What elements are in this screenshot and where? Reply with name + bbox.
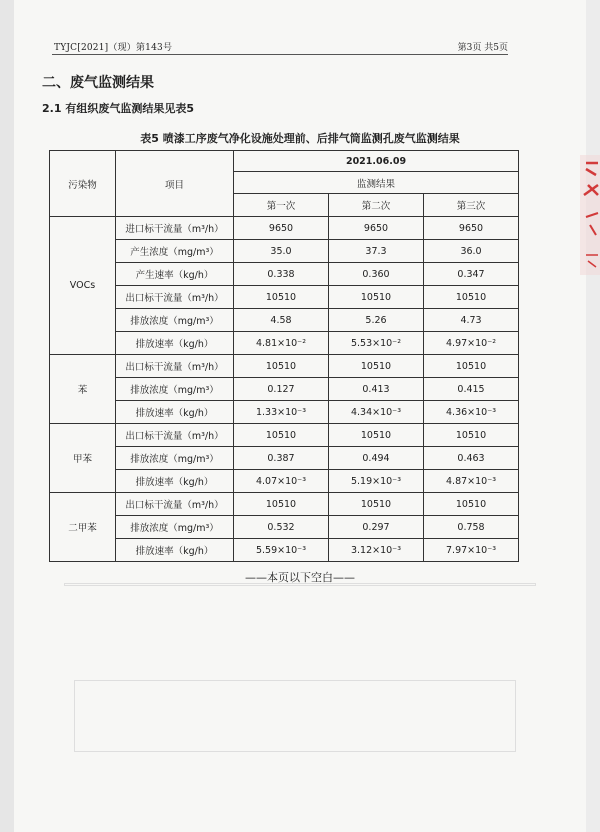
table-row	[50, 332, 519, 355]
page-indicator: 第3页 共5页	[457, 43, 508, 53]
result-value: 4.07×10⁻³	[234, 470, 329, 493]
pollutant-name: 二甲苯	[50, 493, 116, 562]
result-value: 35.0	[234, 240, 329, 263]
header-item: 项目	[116, 151, 234, 217]
result-value: 0.297	[329, 516, 424, 539]
page-right-edge	[586, 0, 600, 832]
table-row	[50, 309, 519, 332]
result-value: 1.33×10⁻³	[234, 401, 329, 424]
item-label: 排放浓度（mg/m³）	[116, 516, 234, 539]
item-label: 排放浓度（mg/m³）	[116, 309, 234, 332]
monitoring-results-table	[49, 150, 519, 562]
result-value: 10510	[234, 424, 329, 447]
table-row	[50, 240, 519, 263]
item-label: 排放速率（kg/h）	[116, 332, 234, 355]
result-value: 0.532	[234, 516, 329, 539]
result-value: 3.12×10⁻³	[329, 539, 424, 562]
result-value: 5.19×10⁻³	[329, 470, 424, 493]
item-label: 排放浓度（mg/m³）	[116, 447, 234, 470]
table-row	[50, 286, 519, 309]
result-value: 0.463	[424, 447, 519, 470]
table-row	[50, 470, 519, 493]
show-through-table	[74, 680, 516, 752]
result-value: 4.81×10⁻²	[234, 332, 329, 355]
table-row	[50, 539, 519, 562]
item-label: 出口标干流量（m³/h）	[116, 424, 234, 447]
result-value: 0.387	[234, 447, 329, 470]
table-row	[50, 263, 519, 286]
result-value: 5.26	[329, 309, 424, 332]
table-caption: 表5 喷漆工序废气净化设施处理前、后排气筒监测孔废气监测结果	[140, 132, 460, 145]
result-value: 10510	[424, 493, 519, 516]
result-value: 36.0	[424, 240, 519, 263]
header-date: 2021.06.09	[234, 151, 519, 172]
result-value: 0.360	[329, 263, 424, 286]
result-value: 0.494	[329, 447, 424, 470]
result-value: 0.127	[234, 378, 329, 401]
result-value: 9650	[424, 217, 519, 240]
item-label: 排放速率（kg/h）	[116, 401, 234, 424]
pollutant-name: 苯	[50, 355, 116, 424]
result-value: 7.97×10⁻³	[424, 539, 519, 562]
pollutant-name: VOCs	[50, 217, 116, 355]
item-label: 进口标干流量（m³/h）	[116, 217, 234, 240]
header-run-2: 第二次	[329, 194, 424, 217]
result-value: 4.97×10⁻²	[424, 332, 519, 355]
result-value: 0.758	[424, 516, 519, 539]
result-value: 0.347	[424, 263, 519, 286]
header-pollutant: 污染物	[50, 151, 116, 217]
result-value: 10510	[329, 424, 424, 447]
item-label: 产生浓度（mg/m³）	[116, 240, 234, 263]
page-left-edge	[0, 0, 14, 832]
result-value: 9650	[329, 217, 424, 240]
pollutant-name: 甲苯	[50, 424, 116, 493]
item-label: 排放浓度（mg/m³）	[116, 378, 234, 401]
result-value: 4.87×10⁻³	[424, 470, 519, 493]
result-value: 0.413	[329, 378, 424, 401]
header-run-1: 第一次	[234, 194, 329, 217]
table-row	[50, 217, 519, 240]
header-divider	[52, 54, 508, 55]
table-row	[50, 493, 519, 516]
result-value: 0.338	[234, 263, 329, 286]
table-row	[50, 516, 519, 539]
result-value: 10510	[424, 286, 519, 309]
header-results: 监测结果	[234, 172, 519, 194]
result-value: 10510	[329, 493, 424, 516]
section-title: 二、废气监测结果	[42, 75, 154, 91]
result-value: 4.58	[234, 309, 329, 332]
header-run-3: 第三次	[424, 194, 519, 217]
item-label: 排放速率（kg/h）	[116, 539, 234, 562]
document-number: TYJC[2021]（现）第143号	[54, 43, 173, 53]
result-value: 10510	[424, 355, 519, 378]
result-value: 4.34×10⁻³	[329, 401, 424, 424]
result-value: 10510	[329, 355, 424, 378]
result-value: 0.415	[424, 378, 519, 401]
blank-below-note: ——本页以下空白——	[245, 571, 355, 584]
table-row	[50, 424, 519, 447]
result-value: 4.36×10⁻³	[424, 401, 519, 424]
result-value: 37.3	[329, 240, 424, 263]
table-row	[50, 401, 519, 424]
item-label: 产生速率（kg/h）	[116, 263, 234, 286]
result-value: 10510	[234, 355, 329, 378]
result-value: 10510	[424, 424, 519, 447]
table-row	[50, 355, 519, 378]
red-seal-stamp	[576, 155, 600, 275]
item-label: 出口标干流量（m³/h）	[116, 493, 234, 516]
result-value: 9650	[234, 217, 329, 240]
item-label: 出口标干流量（m³/h）	[116, 355, 234, 378]
result-value: 5.59×10⁻³	[234, 539, 329, 562]
table-row	[50, 447, 519, 470]
result-value: 5.53×10⁻²	[329, 332, 424, 355]
item-label: 排放速率（kg/h）	[116, 470, 234, 493]
table-row	[50, 378, 519, 401]
item-label: 出口标干流量（m³/h）	[116, 286, 234, 309]
result-value: 10510	[329, 286, 424, 309]
subsection-title: 2.1 有组织废气监测结果见表5	[42, 102, 194, 115]
result-value: 10510	[234, 286, 329, 309]
result-value: 4.73	[424, 309, 519, 332]
result-value: 10510	[234, 493, 329, 516]
